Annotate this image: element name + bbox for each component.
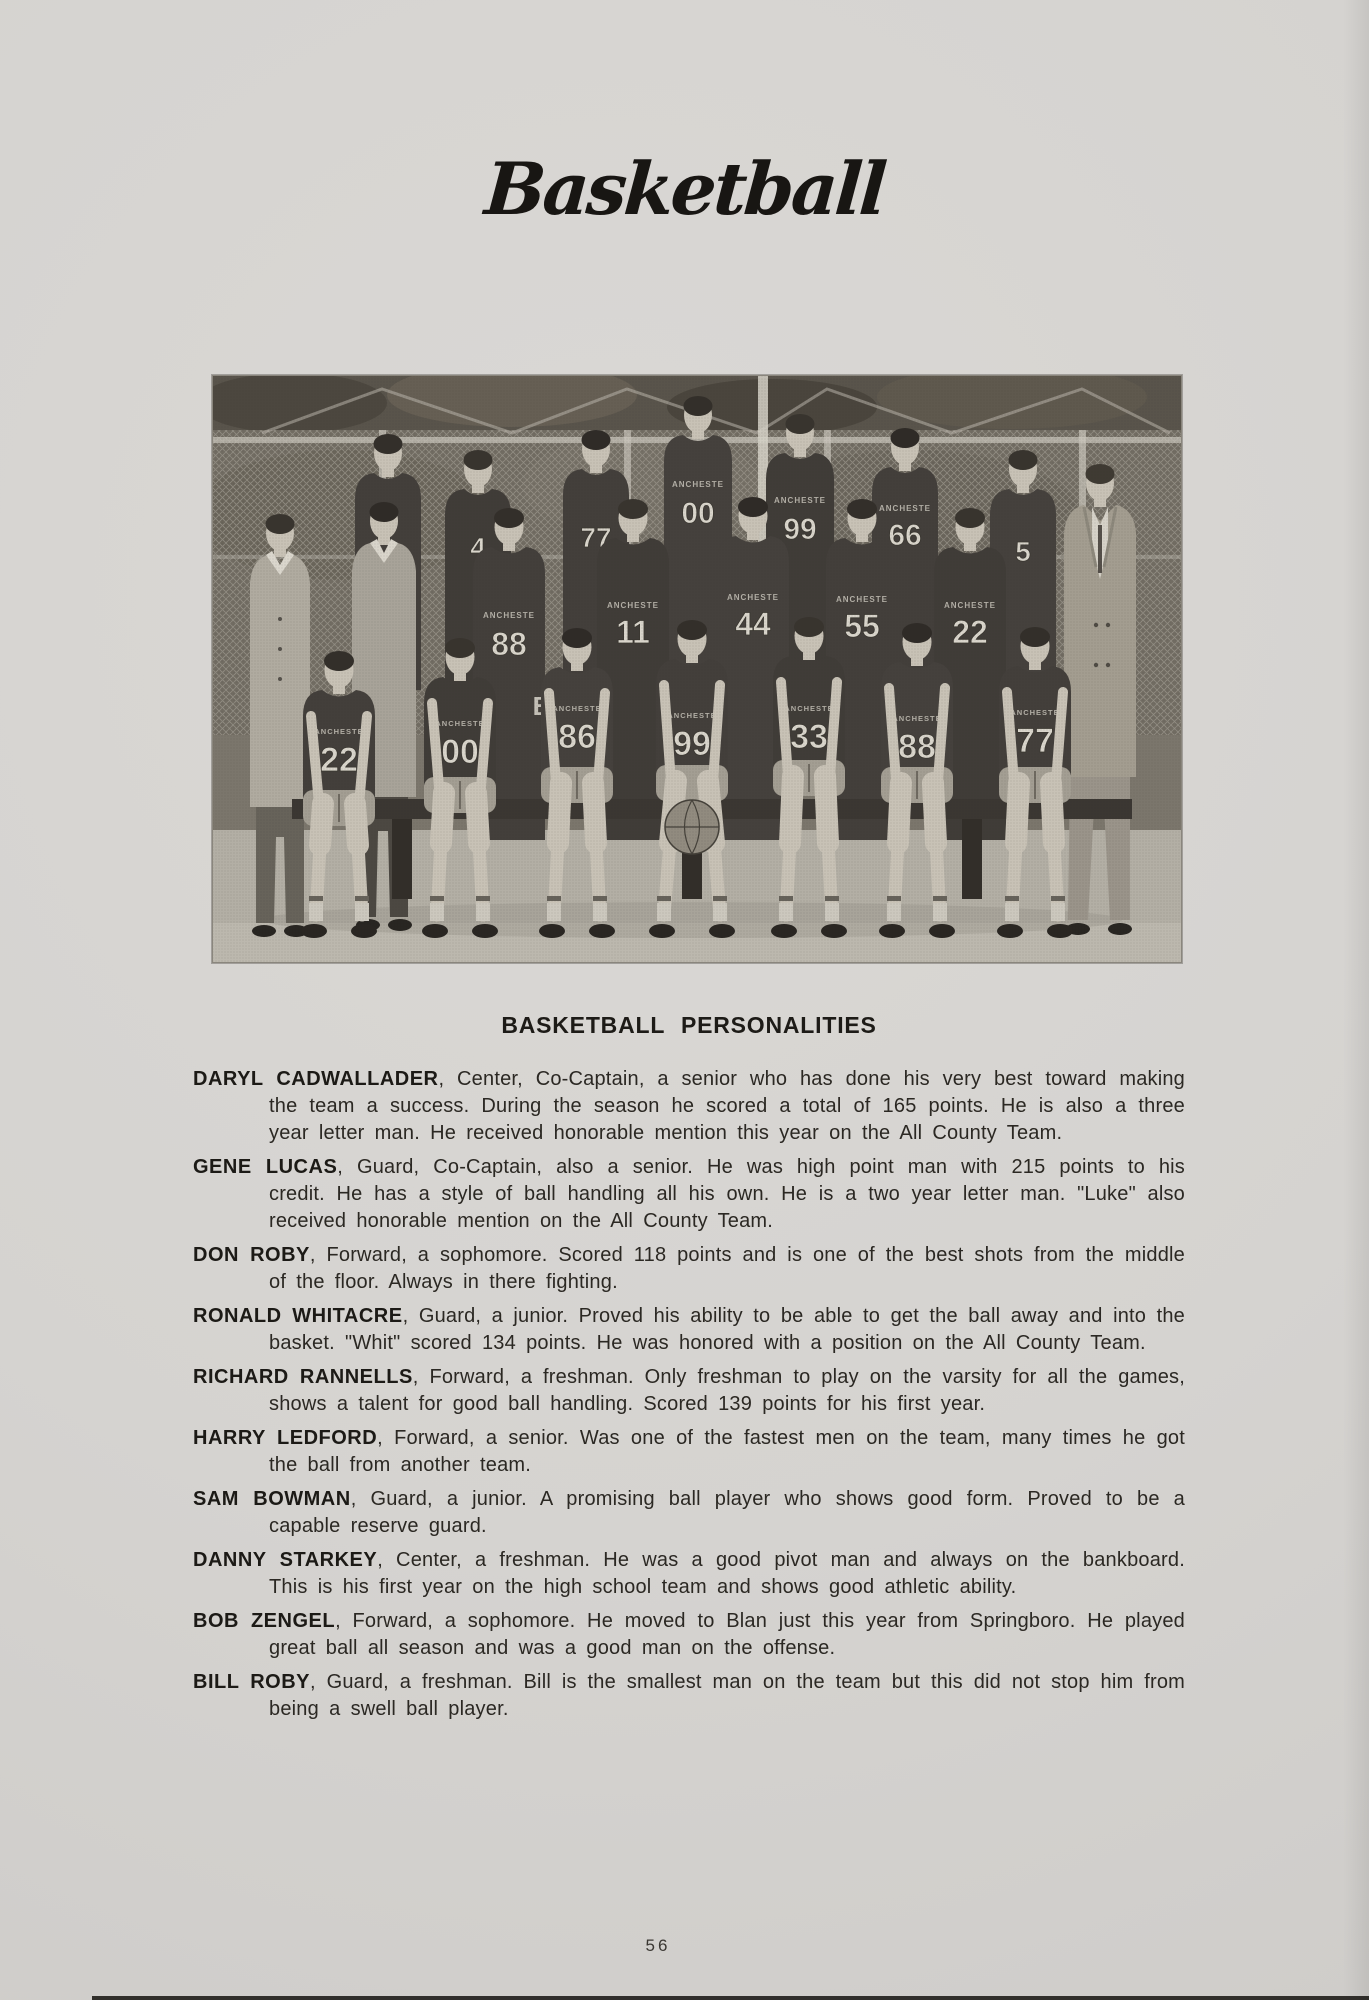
personalities-list [193,1066,1185,1730]
player-description: , Forward, a sophomore. He moved to Blan just this year from Springboro. He played great ball all season and was a good man on the offense. [269,1610,1185,1659]
player-description: , Guard, a junior. A promising ball player who shows good form. Proved to be a capable reserve guard. [269,1488,1185,1537]
player-name: RICHARD RANNELLS [193,1366,413,1388]
player-name: SAM BOWMAN [193,1488,351,1510]
player-description: , Forward, a freshman. Only freshman to play on the varsity for all the games, shows a talent for good ball handling. Scored 139 points for his first year. [269,1366,1185,1415]
team-photo-illustration [212,375,1182,963]
player-description: , Center, a freshman. He was a good pivot man and always on the bankboard. This is his first year on the high school team and shows good athletic ability. [269,1549,1185,1598]
player-description: , Guard, a junior. Proved his ability to be able to get the ball away and into the basket. "Whit" scored 134 points. He was honored with a position on the All County Team. [269,1305,1185,1354]
player-description: , Center, Co-Captain, a senior who has done his very best toward making the team a success. During the season he scored a total of 165 points. He is also a three year letter man. He received honorable mention this year on the All County Team. [269,1068,1186,1144]
player-name: BILL ROBY [193,1671,310,1693]
personality-entry [193,1066,1185,1147]
personality-entry [193,1364,1185,1418]
player-description: , Forward, a senior. Was one of the fastest men on the team, many times he got the ball from another team. [269,1427,1185,1476]
personality-entry [193,1608,1185,1662]
player-name: BOB ZENGEL [193,1610,336,1632]
personality-entry [193,1486,1185,1540]
page-title: Basketball [482,146,887,231]
player-name: GENE LUCAS [193,1156,338,1178]
personality-entry [193,1669,1185,1723]
player-name: DANNY STARKEY [193,1549,378,1571]
halftone-overlay [212,375,1182,963]
section-heading: BASKETBALL PERSONALITIES [501,1012,877,1038]
personality-entry [193,1303,1185,1357]
player-name: DARYL CADWALLADER [193,1068,439,1090]
player-name: HARRY LEDFORD [193,1427,378,1449]
scan-edge-shade [1343,0,1369,2000]
personality-entry [193,1242,1185,1296]
player-description: , Guard, Co-Captain, also a senior. He was high point man with 215 points to his credit. He has a style of ball handling all his own. He is a two year letter man. "Luke" also received honorable mention on the All County Team. [269,1156,1185,1232]
personality-entry [193,1425,1185,1479]
player-description: , Forward, a sophomore. Scored 118 points and is one of the best shots from the middle of the floor. Always in there fighting. [269,1244,1185,1293]
player-name: RONALD WHITACRE [193,1305,403,1327]
personality-entry [193,1154,1185,1235]
scan-bottom-edge [92,1996,1369,2000]
personality-entry [193,1547,1185,1601]
team-photo [212,375,1182,963]
player-description: , Guard, a freshman. Bill is the smallest man on the team but this did not stop him from being a swell ball player. [269,1671,1185,1720]
page-number: 56 [645,1936,671,1955]
player-name: DON ROBY [193,1244,310,1266]
